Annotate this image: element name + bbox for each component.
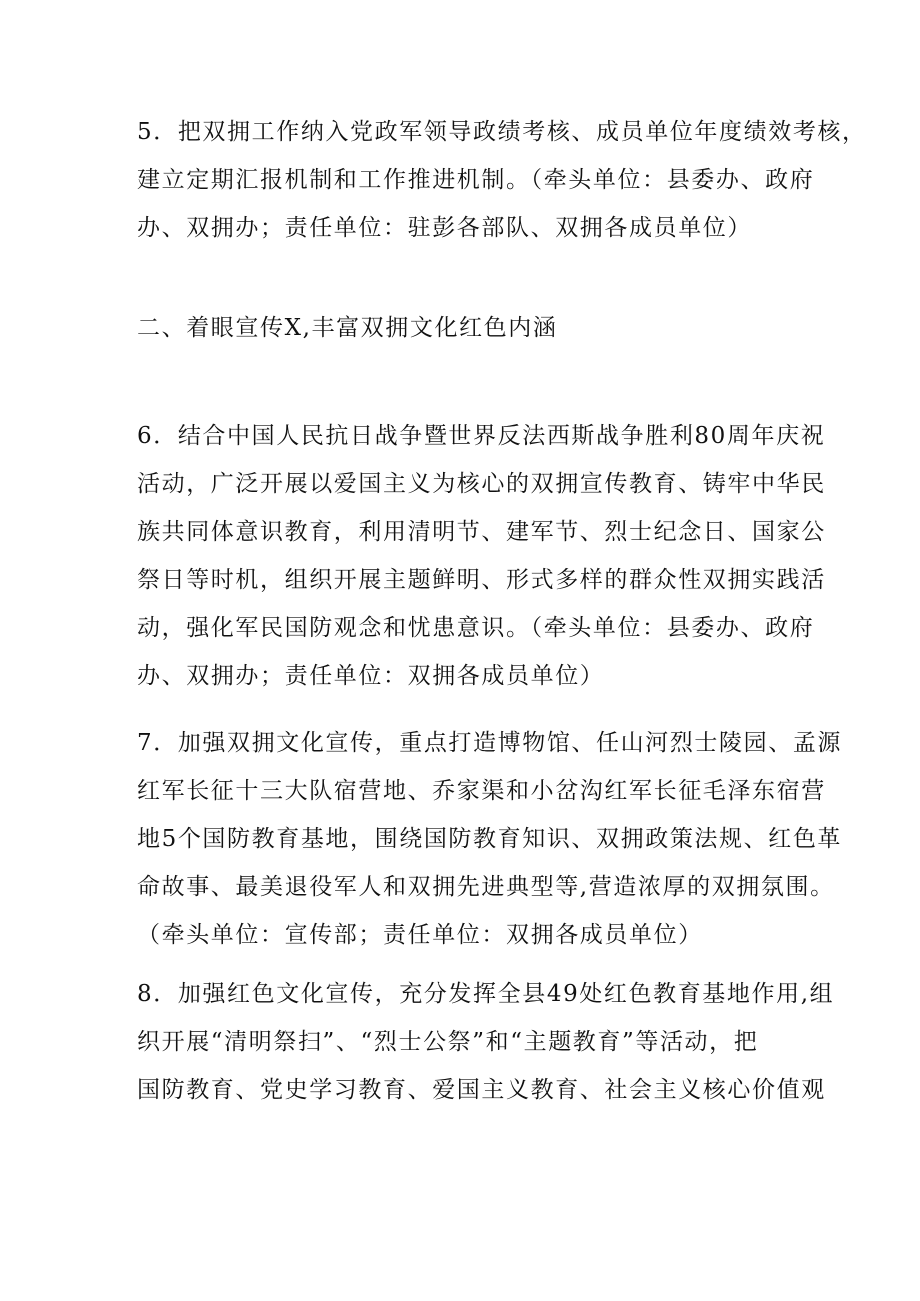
text-line: 红军长征十三大队宿营地、乔家渠和小岔沟红军长征毛泽东宿营 (137, 778, 826, 804)
text-line: 织开展“清明祭扫”、“烈士公祭”和“主题教育”等活动，把 (137, 1029, 759, 1055)
text-line: 7．加强双拥文化宣传，重点打造博物馆、任山河烈士陵园、孟源 (137, 730, 843, 756)
text-line: 祭日等时机，组织开展主题鲜明、形式多样的群众性双拥实践活 (137, 567, 826, 593)
text-line: 族共同体意识教育，利用清明节、建军节、烈士纪念日、国家公 (137, 519, 826, 545)
paragraph-item-6 (137, 412, 826, 700)
text-line: （牵头单位：宣传部；责任单位：双拥各成员单位） (137, 922, 703, 948)
text-line: 5．把双拥工作纳入党政军领导政绩考核、成员单位年度绩效考核， (137, 119, 867, 145)
text-line: 办、双拥办；责任单位：驻彭各部队、双拥各成员单位） (137, 215, 752, 241)
text-line: 建立定期汇报机制和工作推进机制。（牵头单位：县委办、政府 (137, 167, 815, 193)
paragraph-item-7 (137, 719, 843, 959)
text-line: 地5个国防教育基地，围绕国防教育知识、双拥政策法规、红色革 (137, 826, 843, 852)
paragraph-item-8 (137, 970, 835, 1114)
text-line: 国防教育、党史学习教育、爱国主义教育、社会主义核心价值观 (137, 1077, 826, 1103)
paragraph-item-5 (137, 108, 867, 252)
text-line: 命故事、最美退役军人和双拥先进典型等,营造浓厚的双拥氛围。 (137, 874, 835, 900)
text-line: 活动，广泛开展以爱国主义为核心的双拥宣传教育、铸牢中华民 (137, 471, 826, 497)
heading-line: 二、着眼宣传X,丰富双拥文化红色内涵 (137, 315, 558, 341)
text-line: 6．结合中国人民抗日战争暨世界反法西斯战争胜利80周年庆祝 (137, 423, 826, 449)
section-heading (137, 304, 797, 352)
text-line: 8．加强红色文化宣传，充分发挥全县49处红色教育基地作用,组 (137, 981, 835, 1007)
text-line: 动，强化军民国防观念和忧患意识。（牵头单位：县委办、政府 (137, 615, 815, 641)
text-line: 办、双拥办；责任单位：双拥各成员单位） (137, 663, 605, 689)
